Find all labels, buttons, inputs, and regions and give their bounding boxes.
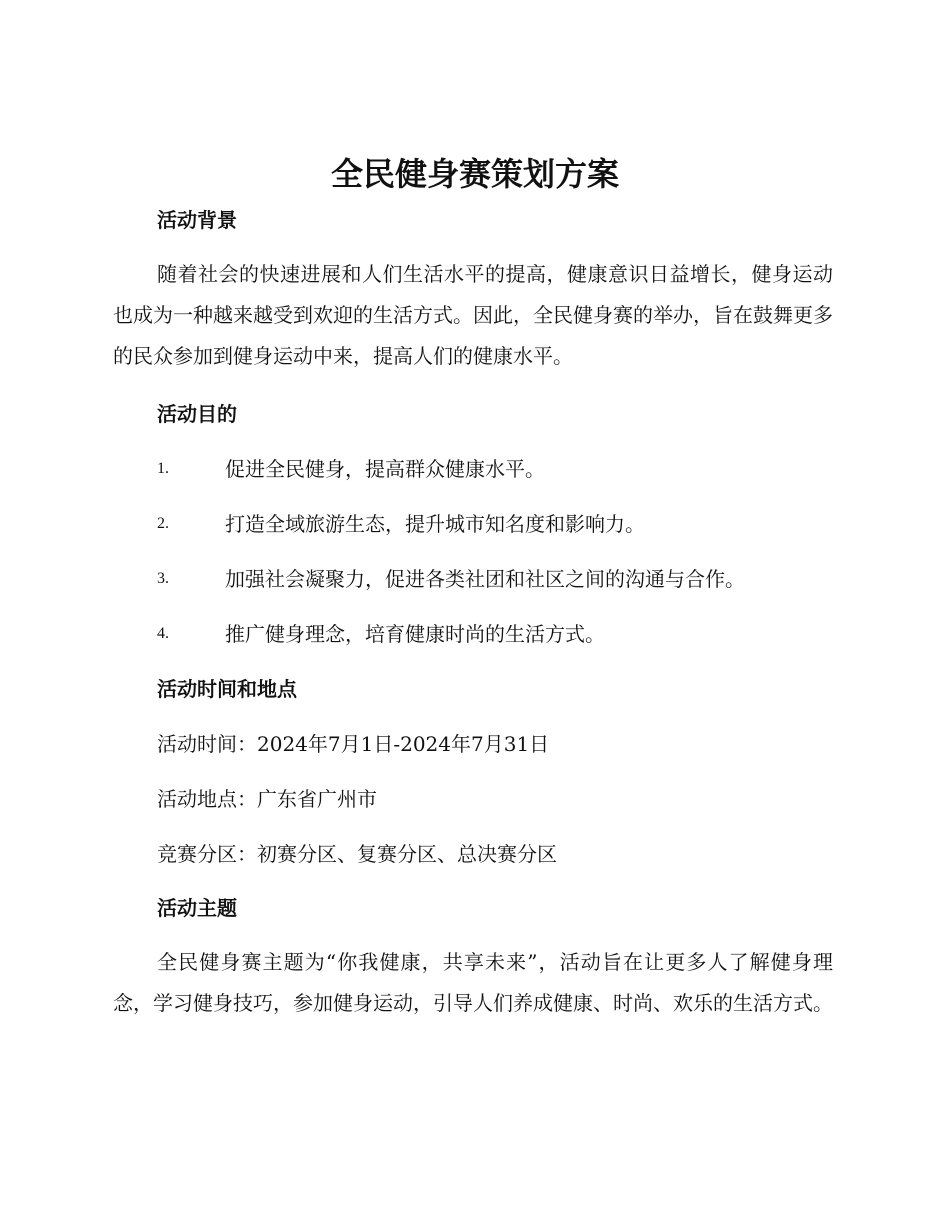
section-heading-time-place: 活动时间和地点 [157,677,297,701]
list-item-number: 2. [157,515,169,532]
event-place-line: 活动地点：广东省广州市 [157,787,377,811]
theme-paragraph: 全民健身赛主题为“你我健康，共享未来”，活动旨在让更多人了解健身理念，学习健身技巧，参加健身运动，引导人们养成健康、时尚、欢乐的生活方式。 [113,950,833,1015]
section-heading-background: 活动背景 [157,208,237,232]
list-item-text: 促进全民健身，提高群众健康水平。 [225,457,545,481]
list-item-text: 加强社会凝聚力，促进各类社团和社区之间的沟通与合作。 [225,567,745,591]
list-item-number: 3. [157,570,169,587]
background-paragraph: 随着社会的快速进展和人们生活水平的提高，健康意识日益增长，健身运动也成为一种越来越受到欢迎的生活方式。因此，全民健身赛的举办，旨在鼓舞更多的民众参加到健身运动中来，提高人们的健康水平。 [113,262,833,368]
event-time-line: 活动时间：2024年7月1日-2024年7月31日 [157,732,550,756]
list-item-text: 推广健身理念，培育健康时尚的生活方式。 [225,622,605,646]
section-heading-theme: 活动主题 [157,896,237,920]
section-heading-purpose: 活动目的 [157,402,237,426]
list-item-number: 1. [157,460,169,477]
document-title: 全民健身赛策划方案 [330,155,619,193]
list-item-number: 4. [157,625,169,642]
list-item-text: 打造全域旅游生态，提升城市知名度和影响力。 [225,512,645,536]
competition-zones-line: 竞赛分区：初赛分区、复赛分区、总决赛分区 [157,842,557,866]
